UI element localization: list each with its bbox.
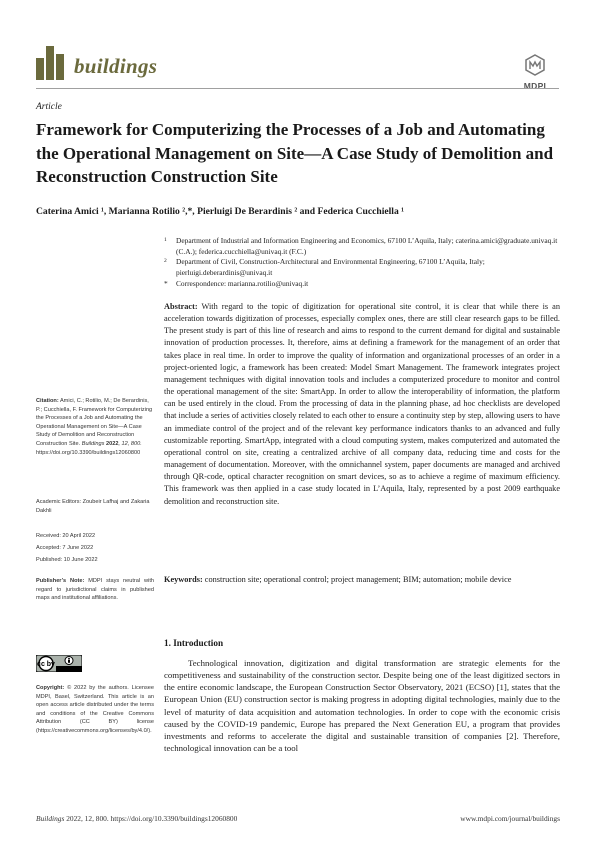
abstract bbox=[164, 301, 560, 508]
article-type: Article bbox=[36, 102, 62, 112]
keywords bbox=[164, 574, 560, 586]
date-published: Published: 10 June 2022 bbox=[36, 557, 98, 563]
introduction-text: Technological innovation, digitization and digital transformation are strategic elements for the competitiveness and sustainability of the construction sector. Despite being one of the least digitized sectors in the entire economic landscape, the European Construction Sector Observatory, 2021 (ECSO) [1], states that the European Union (EU) construction sector is making progress in adopting digital technologies, mainly due to the level of maturity of data acquisition and automation technologies. In order to cope with the economic crisis caused by the COVID-19 pandemic, Europe has prepared the Next Generation EU, a program that provides investments and reforms to accelerate the digital and sustainable transition of companies [2]. Therefore, technological innovation can be a tool bbox=[164, 658, 560, 754]
journal-logo-icon bbox=[36, 46, 66, 80]
journal-name: buildings bbox=[74, 54, 158, 78]
publisher-note: Publisher’s Note: MDPI stays neutral with regard to jurisdictional claims in published maps and institutional affiliations. bbox=[36, 578, 154, 602]
publisher-name: MDPI bbox=[523, 81, 547, 91]
keywords-text: construction site; operational control; project management; BIM; automation; mobile device bbox=[204, 575, 512, 584]
date-received: Received: 20 April 2022 bbox=[36, 533, 96, 539]
footer-url[interactable]: www.mdpi.com/journal/buildings bbox=[460, 814, 560, 823]
svg-text:cc by: cc by bbox=[37, 661, 55, 668]
abstract-label: Abstract: bbox=[164, 302, 198, 311]
copyright-notice: Copyright: © 2022 by the authors. Licensee MDPI, Basel, Switzerland. This article is an open access article distributed under the terms and conditions of the Creative Commons Attribution (CC BY) license (https://creativecommons.org/licenses/by/4.0/). bbox=[36, 685, 154, 734]
abstract-text: With regard to the topic of digitization for operational site control, it is clear that while there is an acceleration towards digitization of processes, especially complex ones, there are still clear research gaps to be filled. The present study is part of this line of research and aims to respond to the current demand for digital and sustainable innovation of production processes. It, therefore, aims at defining a framework for the management of an order that takes place in real time. In order to improve the quality of information and organizational processes of an order in a project-oriented logic, a framework has been created: Model Smart Management. The framework integrates project management techniques with digital innovation tools and includes a computerized procedure to monitor and control the operational management of the site: SmartApp. In order to allow the interoperability of information, the platform can be used entirely in the cloud. From the processing of data in the planning phase, ad hoc checklists are developed that include a series of activities closely related to each other to ensure a continuity step by step, allowing users to have an immediate control of the project and of the relevant key performance indicators thanks to an advanced and fully customizable reporting. SmartApp, integrated with a cloud computing system, makes computerized and automated the operational control on site, creating a centralized archive of all company data, reducing time and costs for the management of documentation. Moreover, with the omnichannel system, paper documents are managed and archived through QR-code, optical character recognition on smart devices, so as to achieve a regime of maximum efficiency. This framework was then applied in a case study located in L’Aquila, Italy, represented by a post 2009 earthquake demolition and reconstruction site. bbox=[164, 302, 560, 506]
footer-citation: Buildings 2022, 12, 800. https://doi.org/10.3390/buildings12060800 bbox=[36, 814, 238, 823]
paper-title: Framework for Computerizing the Processes of a Job and Automating the Operational Management on Site—A Case Study of Demolition and Reconstruction Construction Site bbox=[36, 120, 554, 186]
correspondence: * Correspondence: marianna.rotilio@univaq.it bbox=[164, 279, 309, 288]
publisher-logo bbox=[514, 54, 556, 91]
affiliation-2: 2 Department of Civil, Construction-Architectural and Environmental Engineering, 67100 L’Aquila, Italy; pierluigi.deberardinis@univaq.it bbox=[164, 257, 485, 277]
keywords-label: Keywords: bbox=[164, 575, 203, 584]
author-list: Caterina Amici ¹, Marianna Rotilio ²,*, Pierluigi De Berardinis ² and Federica Cucchiella ¹ bbox=[36, 206, 405, 217]
date-accepted: Accepted: 7 June 2022 bbox=[36, 545, 94, 551]
header-divider bbox=[36, 88, 559, 89]
academic-editors: Academic Editors: Zoubeir Lafhaj and Zakaria Dakhli bbox=[36, 499, 150, 514]
citation-block: Citation: Amici, C.; Rotilio, M.; De Berardinis, P.; Cucchiella, F. Framework for Computerizing the Processes of a Job and Automating the Operational Management on Site—A Case Study of Demolition and Reconstruction Construction Site. Buildings 2022, 12, 800. https://doi.org/10.3390/buildings12060800 bbox=[36, 398, 153, 456]
citation-doi-link[interactable]: https://doi.org/10.3390/buildings12060800 bbox=[36, 449, 141, 456]
cc-by-license-icon[interactable] bbox=[36, 655, 82, 672]
affiliation-1: 1 Department of Industrial and Information Engineering and Economics, 67100 L’Aquila, Italy; caterina.amici@graduate.univaq.it (C.A.); federica.cucchiella@univaq.it (F.C.) bbox=[164, 236, 558, 256]
mdpi-hexagon-icon bbox=[524, 54, 546, 76]
section-heading: 1. Introduction bbox=[164, 638, 224, 648]
